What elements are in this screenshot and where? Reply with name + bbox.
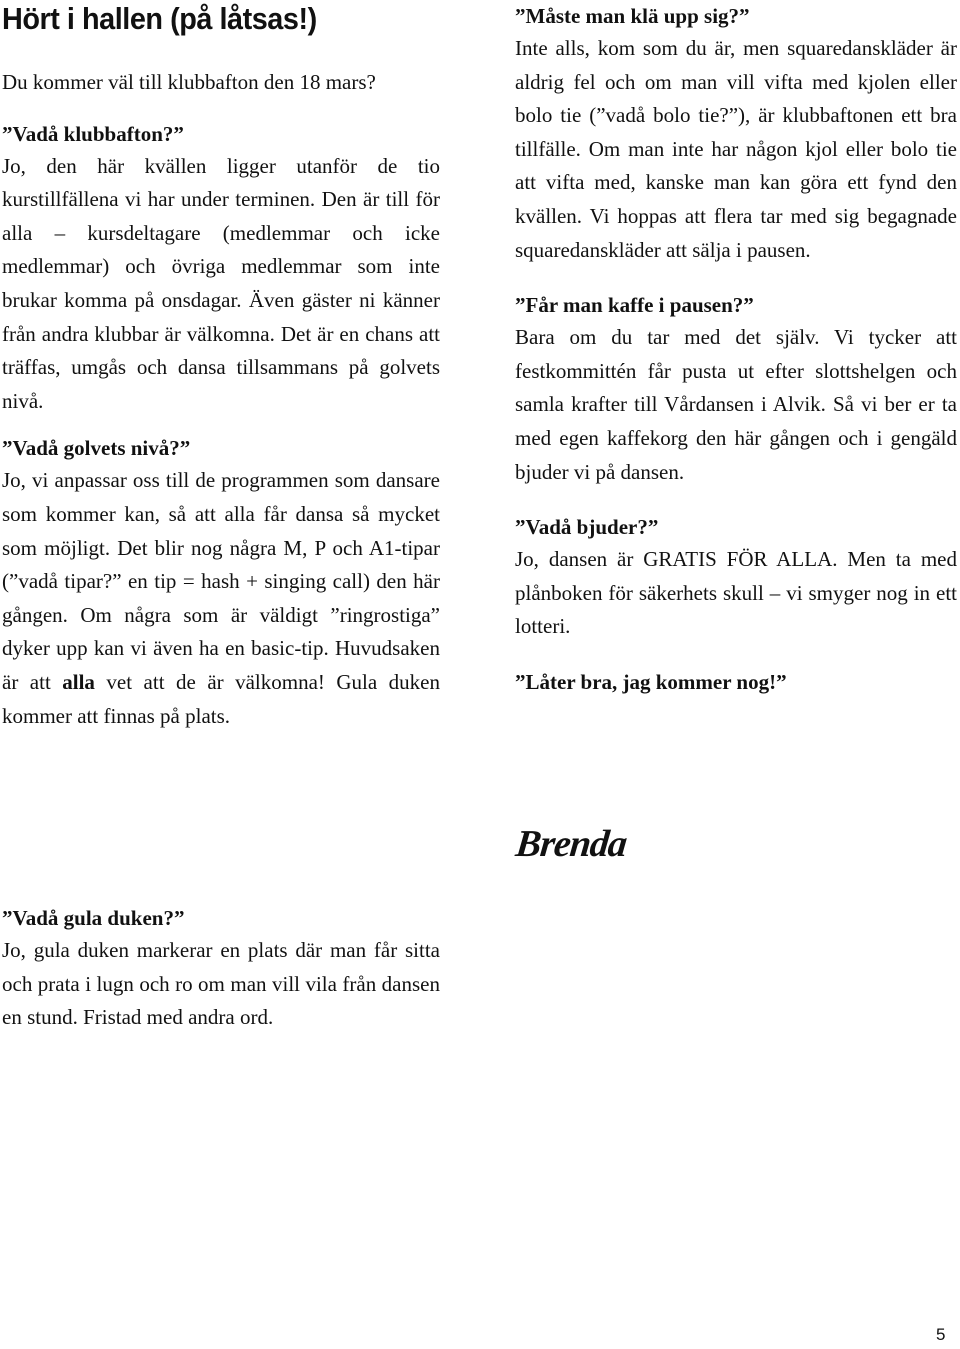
left-column (2, 66, 440, 733)
answer-gula-duken: Jo, gula duken markerar en plats där man får sitta och prata i lugn och ro om man vill vila från dansen en stund. Fristad med andra ord. (2, 938, 440, 1030)
question-golvets-niva: ”Vadå golvets nivå?” (2, 436, 191, 461)
signature: Brenda (513, 823, 629, 865)
question-bjuder: ”Vadå bjuder?” (515, 515, 659, 540)
closing-line: ”Låter bra, jag kommer nog!” (515, 669, 787, 694)
question-kla-upp-sig: ”Måste man klä upp sig?” (515, 4, 750, 28)
question-gula-duken: ”Vadå gula duken?” (2, 906, 185, 930)
question-kaffe: ”Får man kaffe i pausen?” (515, 293, 754, 318)
answer-golvets-niva-part1: Jo, vi anpassar oss till de programmen som dansare som kommer kan, så att alla får dansa så mycket som möjligt. Det blir nog några M, P och A1-tipar (”vadå tipar?” en tip = hash + singing call) den här gången. Om några som är väldigt ”ringrostiga” dyker upp kan vi även ha en basic-tip. Huvudsaken är att (2, 468, 440, 694)
answer-golvets-niva-emphasis: alla (62, 669, 95, 694)
page-title: Hört i hallen (på låtsas!) (2, 1, 317, 36)
right-column (515, 0, 957, 698)
answer-klubbafton: Jo, den här kvällen ligger utanför de tio kurstillfällena vi har under terminen. Den är till för alla – kursdeltagare (medlemmar och icke medlemmar) och övriga medlemmar som inte brukar komma på onsdagar. Även gäster ni känner från andra klubbar är välkomna. Det är en chans att träffas, umgås och dansa tillsammans på golvets nivå. (2, 153, 440, 413)
intro-paragraph: Du kommer väl till klubbafton den 18 mars? (2, 70, 376, 94)
answer-kaffe: Bara om du tar med det själv. Vi tycker att festkommittén får pusta ut efter slottshelgen och samla krafter till Vårdansen i Alvik. Så vi ber er ta med egen kaffekorg den här gången och i gengäld bjuder vi på dansen. (515, 325, 957, 484)
page-number: 5 (936, 1325, 946, 1344)
left-column-lower (2, 902, 440, 1035)
answer-bjuder: Jo, dansen är GRATIS FÖR ALLA. Men ta med plånboken för säkerhets skull – vi smyger nog in ett lotteri. (515, 547, 957, 639)
answer-golvets-niva-part2: vet att de är välkomna! Gula duken kommer att finnas på plats. (2, 669, 441, 728)
answer-golvets-niva (2, 464, 440, 733)
question-klubbafton: ”Vadå klubbafton?” (2, 121, 184, 146)
answer-kla-upp-sig: Inte alls, kom som du är, men squaredanskläder är aldrig fel och om man vill vifta med kjolen eller bolo tie (”vadå bolo tie?”), är klubbaftonen ett bra tillfälle. Om man inte har någon kjol eller bolo tie att vifta med, kanske man kan göra ett fynd den kvällen. Vi hoppas att flera tar med sig begagnade squaredanskläder att sälja i pausen. (515, 36, 957, 262)
